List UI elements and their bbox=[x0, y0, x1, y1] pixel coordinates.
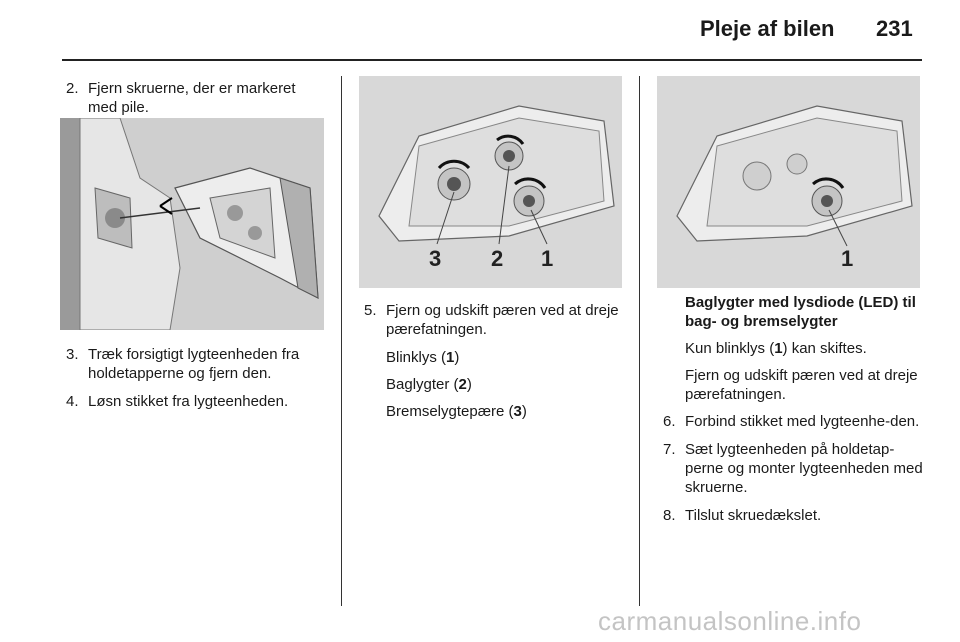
label-2: 2 bbox=[491, 246, 504, 271]
step-text: Træk forsigtigt lygteenheden fra holdetapperne og fjern den. bbox=[88, 346, 300, 382]
step-text: Fjern skruerne, der er markeret med pile. bbox=[88, 80, 296, 116]
step-number: 6. bbox=[663, 413, 676, 430]
bulb-positions-illustration bbox=[359, 76, 622, 288]
label-1: 1 bbox=[541, 246, 554, 271]
bremselygte-line: Bremselygtepære (3) bbox=[386, 403, 527, 420]
step-number: 7. bbox=[663, 441, 676, 458]
fjern-line: Fjern og udskift pæren ved at dreje pærefatningen. bbox=[685, 367, 918, 403]
step-2 bbox=[66, 79, 328, 117]
step-text: Løsn stikket fra lygteenheden. bbox=[88, 393, 289, 410]
watermark: carmanualsonline.info bbox=[598, 606, 862, 636]
col2-text bbox=[364, 301, 626, 429]
page-title: Pleje af bilen bbox=[700, 16, 835, 41]
blinklys-line: Blinklys (1) bbox=[386, 349, 460, 366]
figure-bulb-positions bbox=[359, 76, 622, 288]
step-number: 2. bbox=[66, 80, 79, 97]
kun-blinklys-line: Kun blinklys (1) kan skiftes. bbox=[685, 340, 867, 357]
step-number: 4. bbox=[66, 393, 79, 410]
bulb-number: 3 bbox=[513, 403, 522, 420]
step-number: 5. bbox=[364, 302, 377, 319]
figure-tail-light-removal bbox=[60, 118, 324, 330]
step-7 bbox=[663, 440, 925, 497]
col3-text bbox=[663, 293, 925, 534]
figure-led-tail-light bbox=[657, 76, 920, 288]
step-4 bbox=[66, 392, 328, 411]
step-number: 3. bbox=[66, 346, 79, 363]
bulb-number: 2 bbox=[458, 376, 467, 393]
tail-light-removal-illustration bbox=[60, 118, 324, 330]
page-number: 231 bbox=[876, 16, 913, 41]
header-divider bbox=[62, 59, 922, 61]
label-3: 3 bbox=[429, 246, 442, 271]
step-5 bbox=[364, 301, 626, 339]
baglygter-line: Baglygter (2) bbox=[386, 376, 472, 393]
step-text: Fjern og udskift pæren ved at dreje pærefatningen. bbox=[386, 302, 619, 338]
step-6 bbox=[663, 412, 925, 431]
figure-caption: Baglygter med lysdiode (LED) til bag- og bremselygter bbox=[685, 294, 916, 330]
column-divider-2 bbox=[639, 76, 640, 606]
step-text: Forbind stikket med lygteenhe-den. bbox=[685, 413, 920, 430]
step-text: Tilslut skruedækslet. bbox=[685, 507, 822, 524]
bulb-number: 1 bbox=[774, 340, 783, 357]
column-divider-1 bbox=[341, 76, 342, 606]
step-3 bbox=[66, 345, 328, 383]
step-text: Sæt lygteenheden på holdetap-perne og monter lygteenheden med skruerne. bbox=[685, 441, 923, 496]
bulb-number: 1 bbox=[446, 349, 455, 366]
label-1: 1 bbox=[841, 246, 854, 271]
led-tail-light-illustration bbox=[657, 76, 920, 288]
col1-bottom-text bbox=[66, 345, 328, 420]
step-8 bbox=[663, 506, 925, 525]
step-number: 8. bbox=[663, 507, 676, 524]
